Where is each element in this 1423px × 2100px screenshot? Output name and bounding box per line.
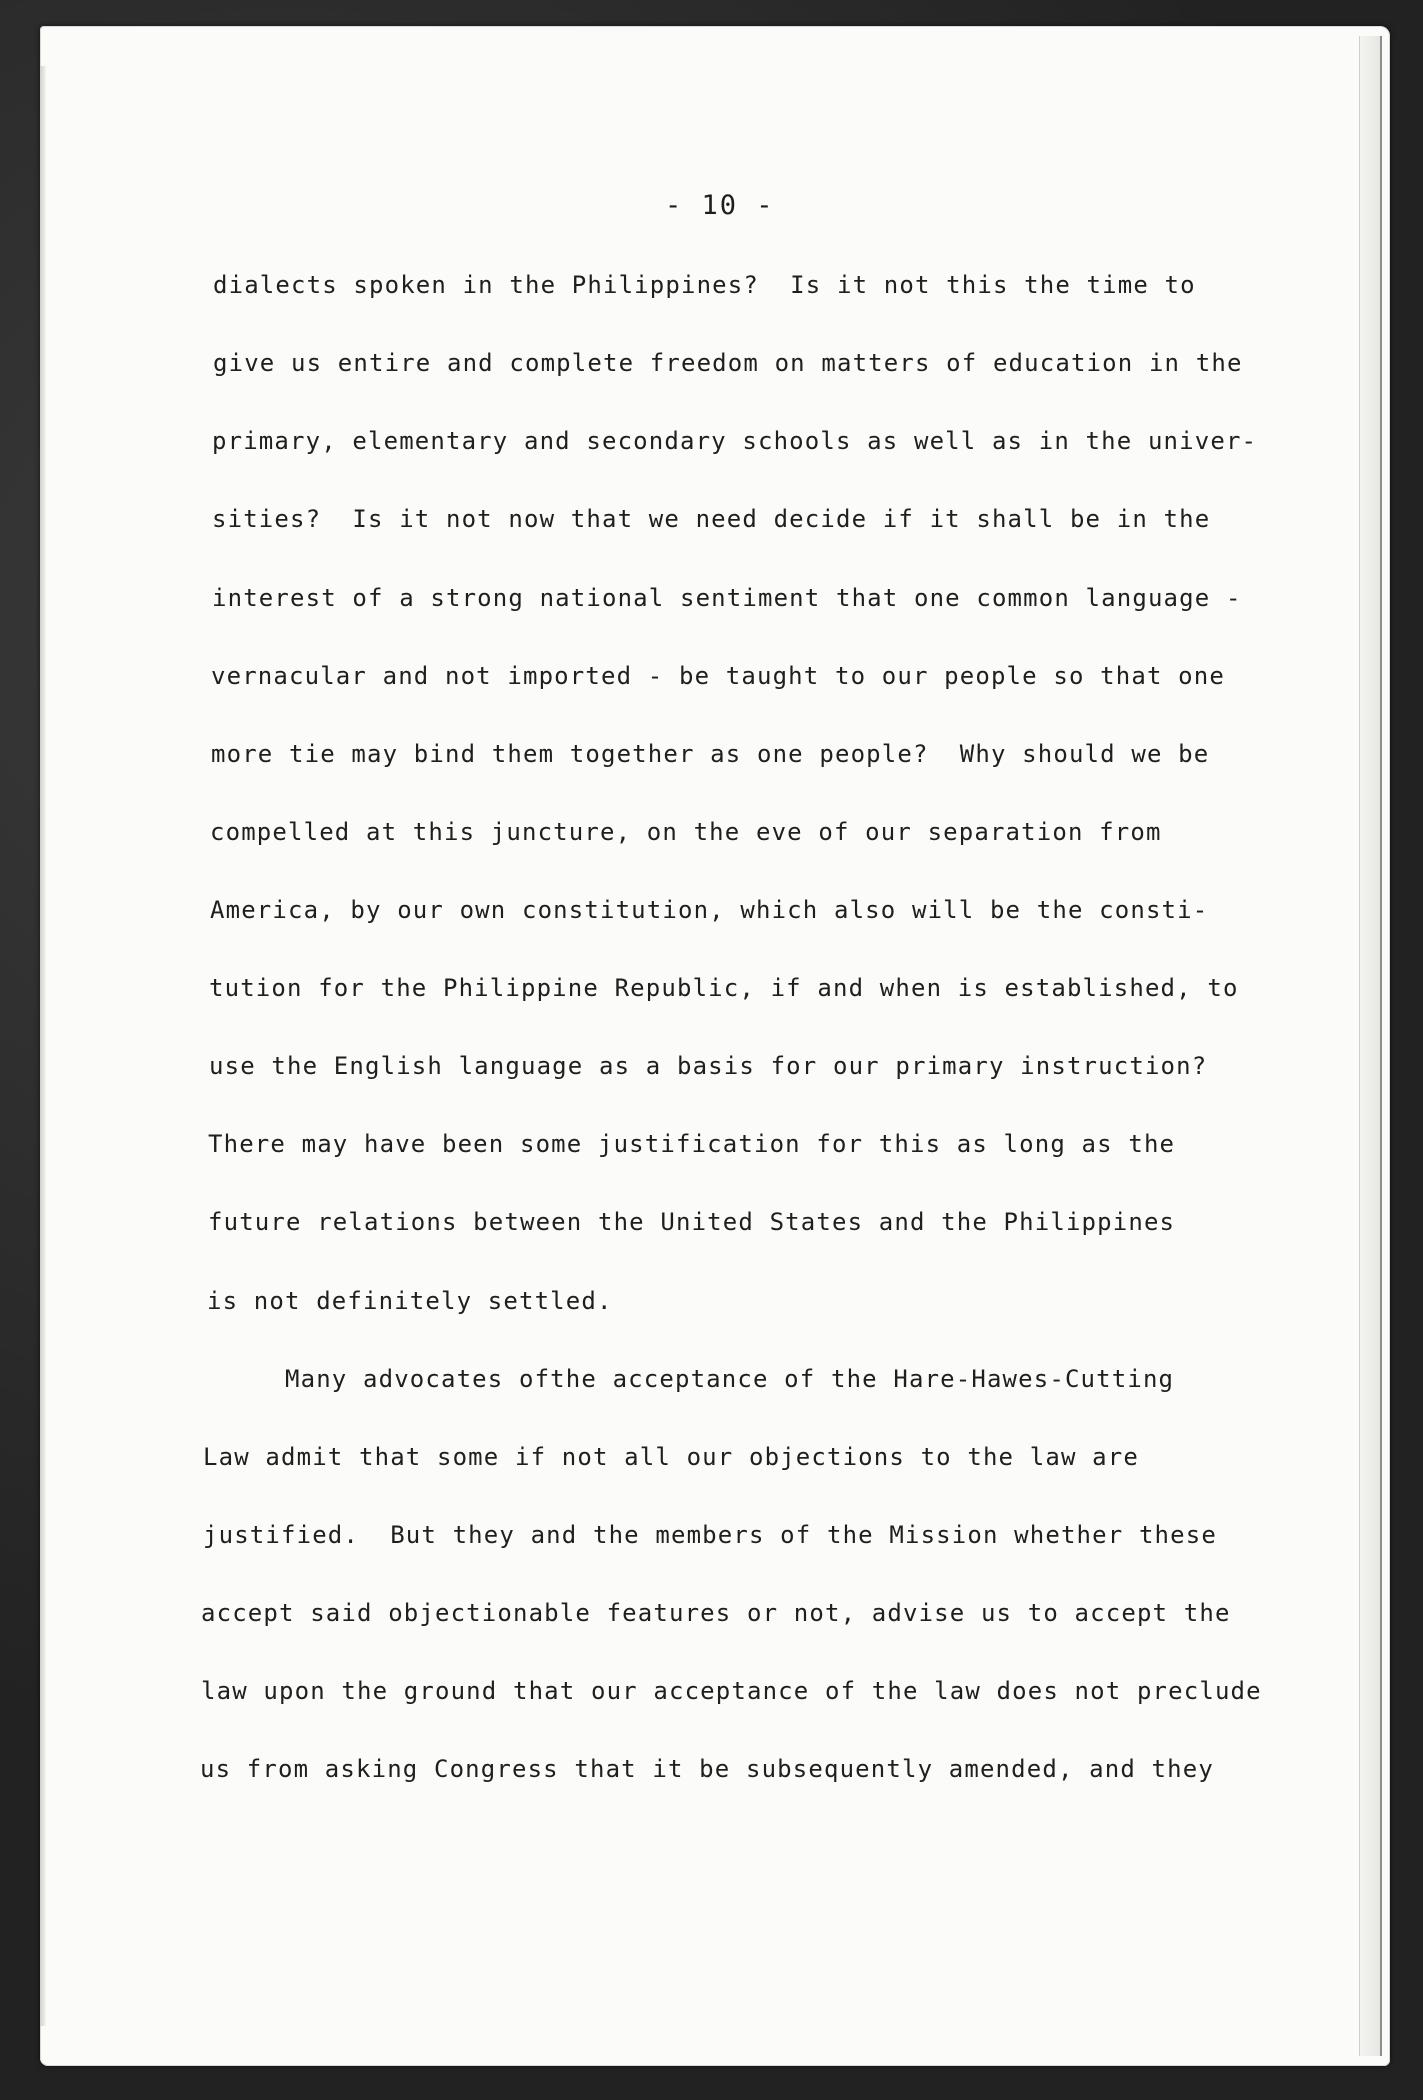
text-line: justified. But they and the members of the Mission whether these — [203, 1521, 1217, 1549]
text-line: compelled at this juncture, on the eve of our separation from — [210, 818, 1162, 846]
text-line: give us entire and complete freedom on matters of education in the — [213, 349, 1243, 377]
text-line: future relations between the United States and the Philippines — [208, 1208, 1176, 1236]
text-line: more tie may bind them together as one people? Why should we be — [211, 740, 1210, 768]
text-line: tution for the Philippine Republic, if and when is established, to — [209, 974, 1239, 1002]
text-line: dialects spoken in the Philippines? Is it not this the time to — [213, 271, 1196, 299]
text-line: sities? Is it not now that we need decide if it shall be in the — [212, 505, 1211, 533]
page-number: - 10 - — [665, 190, 775, 221]
text-line: America, by our own constitution, which also will be the consti- — [210, 896, 1209, 924]
text-line: us from asking Congress that it be subsequently amended, and they — [200, 1755, 1214, 1783]
text-line: Many advocates ofthe acceptance of the Hare-Hawes-Cutting — [207, 1365, 1175, 1393]
text-line: vernacular and not imported - be taught to our people so that one — [211, 662, 1225, 690]
page-right-edge — [1359, 36, 1382, 2056]
text-line: law upon the ground that our acceptance of the law does not preclude — [201, 1677, 1262, 1705]
text-line: primary, elementary and secondary schools as well as in the univer- — [212, 427, 1258, 455]
text-line: interest of a strong national sentiment that one common language - — [212, 584, 1242, 612]
text-line: accept said objectionable features or not, advise us to accept the — [201, 1599, 1231, 1627]
page-left-edge — [40, 66, 46, 2026]
text-line: There may have been some justification for this as long as the — [208, 1130, 1176, 1158]
text-line: Law admit that some if not all our objections to the law are — [203, 1443, 1139, 1471]
text-line: is not definitely settled. — [207, 1287, 613, 1315]
text-line: use the English language as a basis for our primary instruction? — [209, 1052, 1208, 1080]
